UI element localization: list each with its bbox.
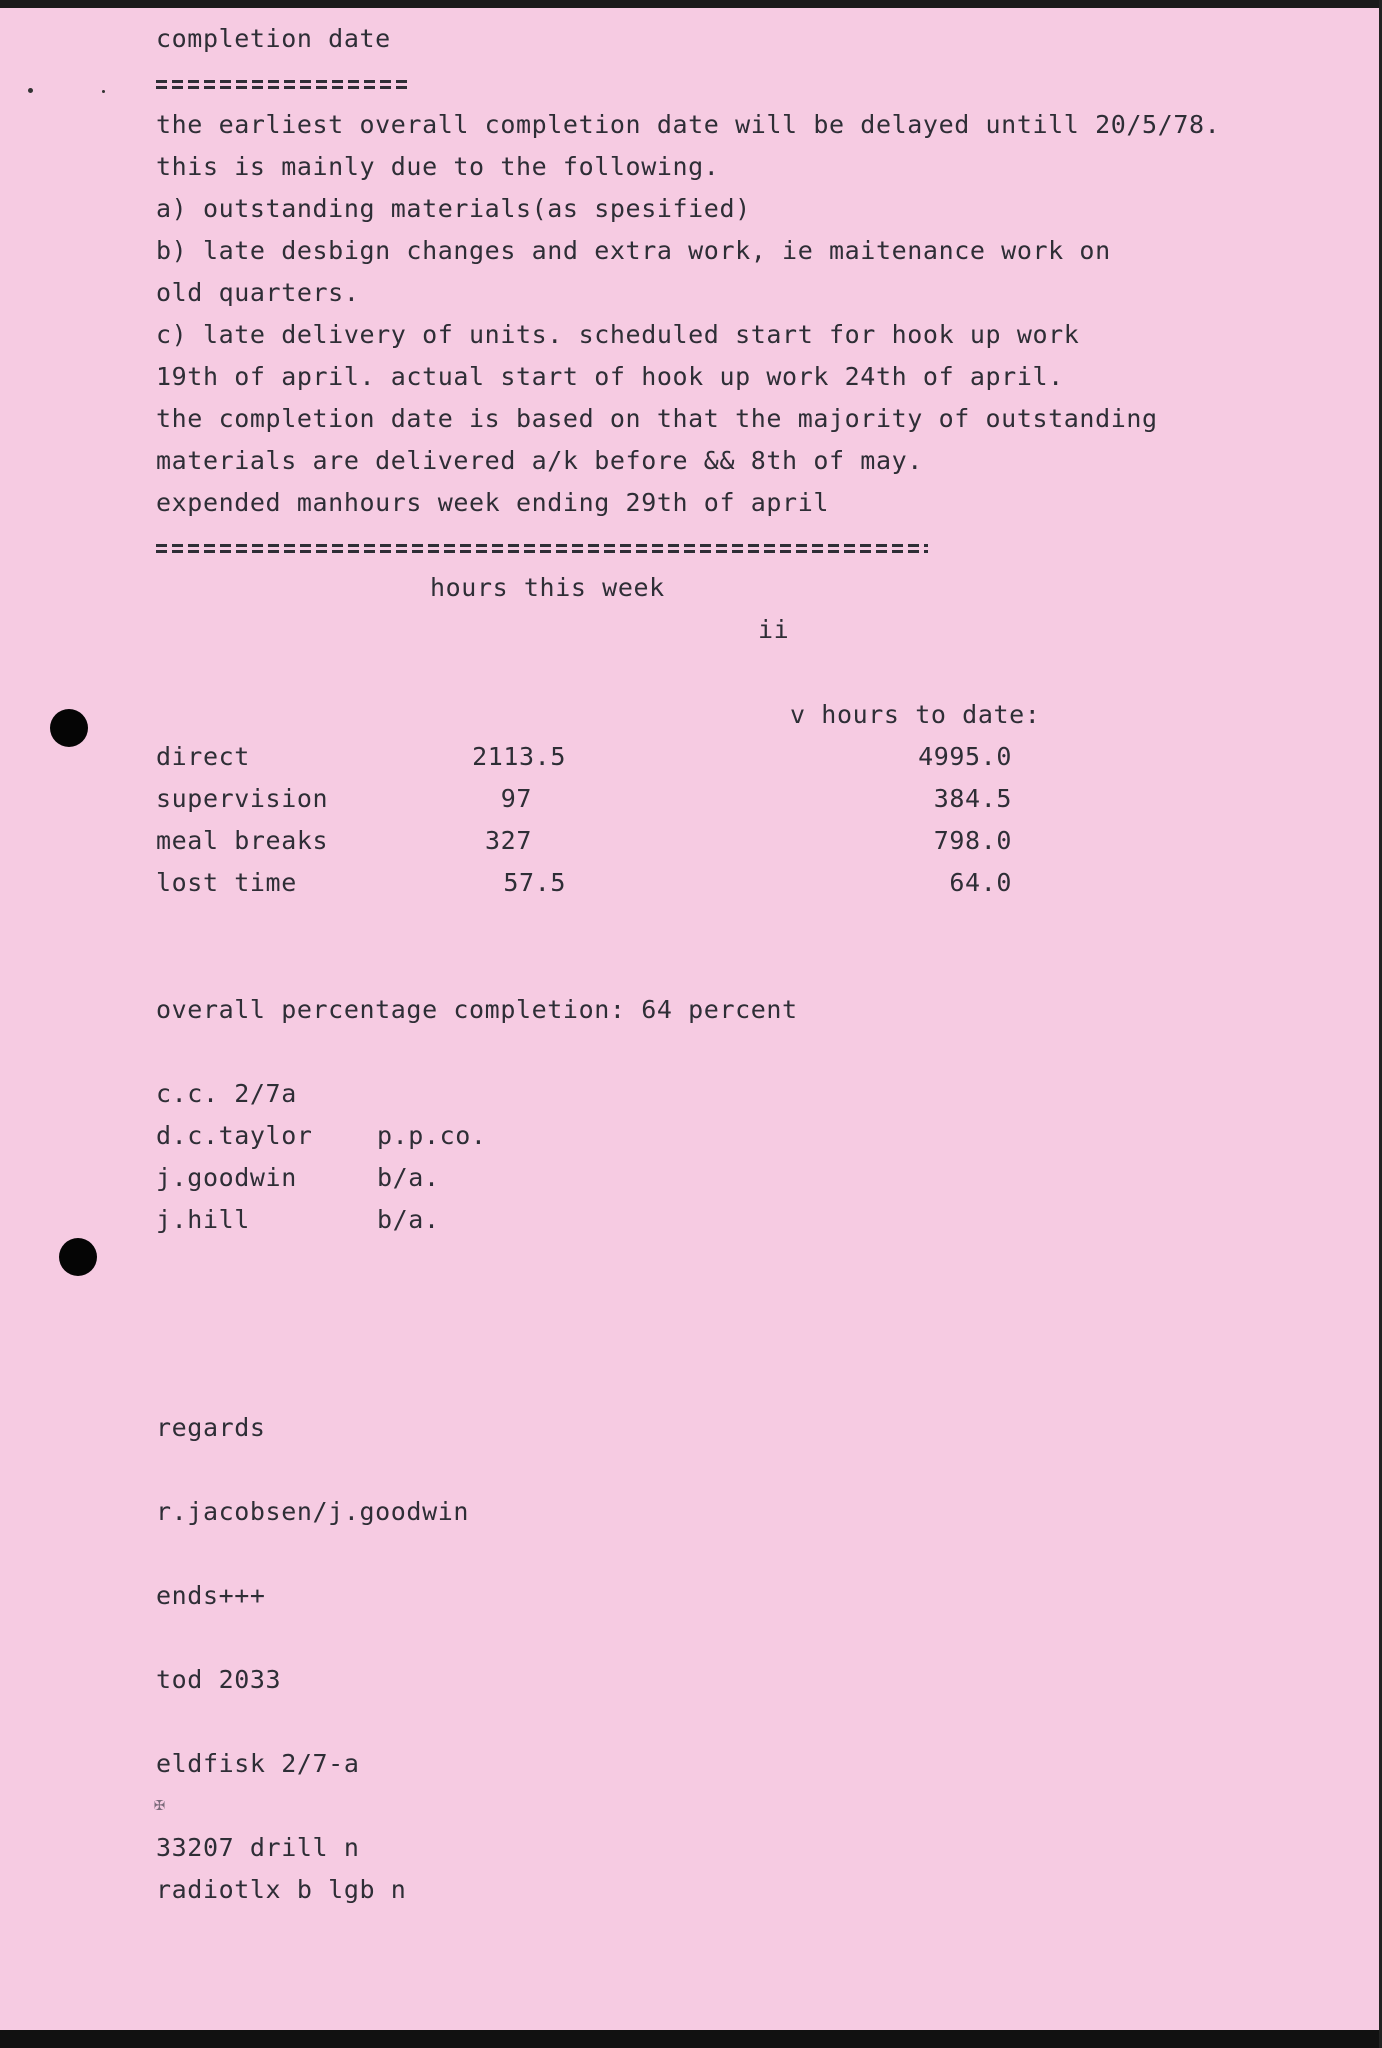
cc-title: c.c. 2/7a bbox=[156, 1079, 297, 1108]
paragraph-line: a) outstanding materials(as spesified) bbox=[156, 194, 751, 223]
cc-name: j.hill bbox=[156, 1205, 250, 1234]
paragraph-line: old quarters. bbox=[156, 278, 360, 307]
cc-org: b/a. bbox=[377, 1205, 440, 1234]
column-header-this-week: hours this week bbox=[430, 573, 665, 602]
row-this-week: 97 bbox=[500, 784, 532, 813]
row-label: meal breaks bbox=[156, 826, 329, 855]
row-label: direct bbox=[156, 742, 250, 771]
row-to-date: 64.0 bbox=[949, 868, 1012, 897]
answerback-line: 33207 drill n bbox=[156, 1833, 360, 1862]
overall-completion: overall percentage completion: 64 percent bbox=[156, 995, 798, 1024]
cross-symbol-icon: ✠ bbox=[154, 1794, 165, 1815]
ends-marker: ends+++ bbox=[156, 1581, 266, 1610]
paragraph-line: materials are delivered a/k before && 8th of may. bbox=[156, 446, 923, 475]
paragraph-line: 19th of april. actual start of hook up work 24th of april. bbox=[156, 362, 1064, 391]
cc-org: b/a. bbox=[377, 1163, 440, 1192]
row-this-week: 57.5 bbox=[503, 868, 566, 897]
cc-org: p.p.co. bbox=[377, 1121, 487, 1150]
stray-dot bbox=[28, 88, 33, 93]
punch-hole bbox=[50, 709, 88, 747]
paragraph-line: this is mainly due to the following. bbox=[156, 152, 720, 181]
paragraph-line: b) late desbign changes and extra work, ie maitenance work on bbox=[156, 236, 1111, 265]
paragraph-line: the completion date is based on that the majority of outstanding bbox=[156, 404, 1158, 433]
double-underline bbox=[156, 544, 928, 558]
row-this-week: 327 bbox=[485, 826, 532, 855]
row-to-date: 798.0 bbox=[933, 826, 1012, 855]
row-label: supervision bbox=[156, 784, 329, 813]
row-to-date: 384.5 bbox=[933, 784, 1012, 813]
column-header-to-date: v hours to date: bbox=[790, 700, 1041, 729]
cc-name: j.goodwin bbox=[156, 1163, 297, 1192]
row-this-week: 2113.5 bbox=[472, 742, 566, 771]
signatories: r.jacobsen/j.goodwin bbox=[156, 1497, 470, 1526]
cc-name: d.c.taylor bbox=[156, 1121, 313, 1150]
station-id: eldfisk 2/7-a bbox=[156, 1749, 360, 1778]
punch-hole bbox=[59, 1238, 97, 1276]
stray-dot bbox=[102, 90, 105, 93]
double-underline bbox=[156, 80, 409, 94]
paragraph-line: c) late delivery of units. scheduled start for hook up work bbox=[156, 320, 1080, 349]
stray-mark: ii bbox=[758, 615, 790, 644]
row-to-date: 4995.0 bbox=[918, 742, 1012, 771]
answerback-line: radiotlx b lgb n bbox=[156, 1875, 407, 1904]
row-label: lost time bbox=[156, 868, 297, 897]
time-of-day: tod 2033 bbox=[156, 1665, 282, 1694]
closing-regards: regards bbox=[156, 1413, 266, 1442]
paragraph-line: expended manhours week ending 29th of april bbox=[156, 488, 830, 517]
section-heading: completion date bbox=[156, 24, 391, 53]
paragraph-line: the earliest overall completion date will be delayed untill 20/5/78. bbox=[156, 110, 1221, 139]
